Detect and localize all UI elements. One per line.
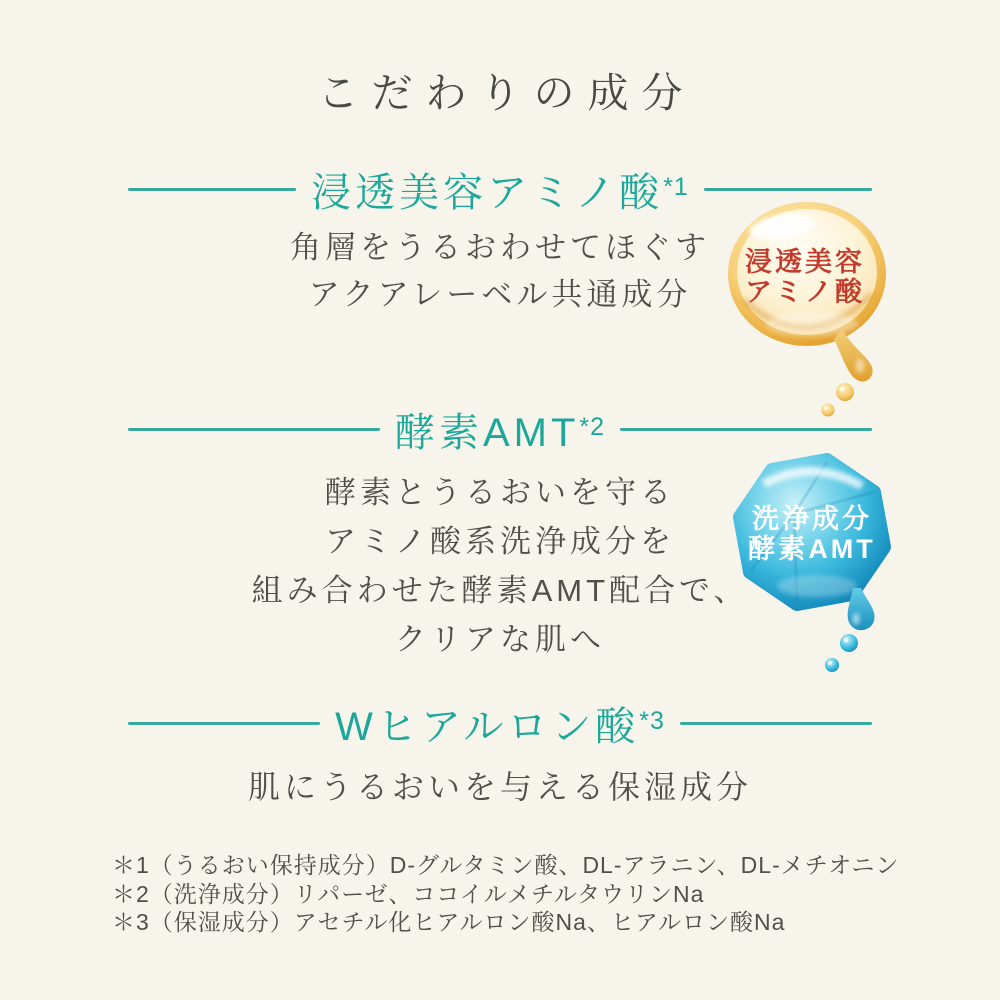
blue-badge-label (732, 504, 892, 564)
footnote-ref-1: *1 (663, 172, 689, 201)
body-line: アミノ酸系洗浄成分を (325, 524, 675, 559)
badge-line: 洗浄成分 (752, 504, 872, 534)
body-line: アクアレーベル共通成分 (308, 277, 692, 312)
footnote-2: ＊2（洗浄成分）リパーゼ、ココイルメチルタウリンNa (112, 880, 705, 907)
heading-rule-left (128, 428, 380, 431)
heading-text (335, 695, 665, 752)
body-line: クリアな肌へ (395, 622, 605, 657)
body-line: 酵素とうるおいを守る (325, 475, 675, 510)
body-line: 角層をうるおわせてほぐす (290, 230, 710, 265)
heading-text (311, 161, 689, 218)
heading-label: 酵素AMT (394, 410, 580, 455)
golden-oil-drop-badge (722, 196, 892, 426)
heading-rule-left (128, 188, 296, 191)
body-line: 肌にうるおいを与える保湿成分 (247, 769, 752, 805)
blue-water-drop-badge (722, 452, 902, 682)
footnote-3: ＊3（保湿成分）アセチル化ヒアルロン酸Na、ヒアルロン酸Na (112, 909, 786, 935)
heading-text (395, 401, 605, 458)
heading-rule-left (128, 722, 320, 725)
heading-rule-right (620, 428, 872, 431)
section-heading-enzyme-amt (128, 402, 872, 456)
heading-label: 浸透美容アミノ酸 (311, 170, 664, 215)
footnote-ref-2: *2 (579, 412, 606, 441)
badge-line: アミノ酸 (745, 277, 865, 307)
footnote-1: ＊1（うるおい保持成分）D-グルタミン酸、DL-アラニン、DL-メチオニン (112, 852, 900, 878)
footnote-ref-3: *3 (639, 706, 665, 735)
golden-badge-label (722, 247, 888, 307)
page-title: こだわりの成分 (317, 70, 696, 116)
heading-rule-right (680, 722, 872, 725)
heading-rule-right (704, 188, 872, 191)
body-line: 組み合わせた酵素AMT配合で、 (251, 573, 749, 608)
section-body-w-hyaluronic (0, 764, 1000, 810)
section-heading-w-hyaluronic (128, 696, 872, 750)
badge-line: 酵素AMT (748, 534, 876, 564)
heading-label: Wヒアルロン酸 (335, 704, 640, 749)
golden-oil-drop-icon (722, 196, 892, 426)
badge-line: 浸透美容 (745, 247, 865, 277)
blue-water-drop-icon (722, 452, 902, 682)
footnotes (112, 851, 952, 937)
